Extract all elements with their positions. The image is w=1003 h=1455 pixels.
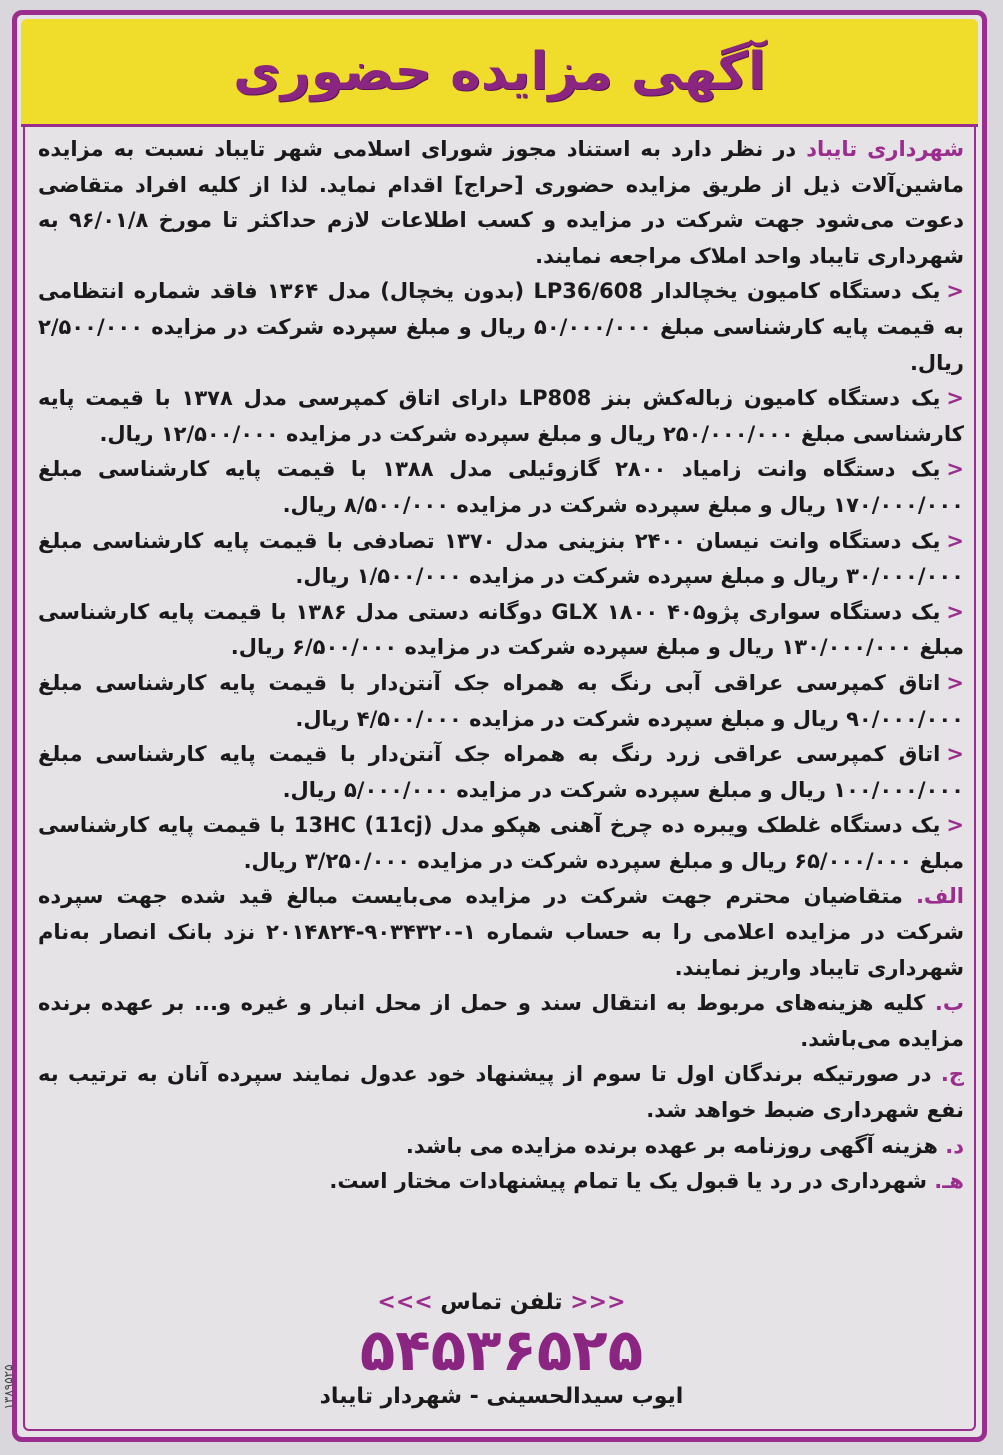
bullet-icon: < bbox=[946, 813, 965, 838]
item-text: یک دستگاه سواری پژو۴۰۵ GLX ۱۸۰۰ دوگانه دستی مدل ۱۳۸۶ با قیمت پایه کارشناسی مبلغ ۱۳۰/۰۰۰/۰۰۰ ریال و مبلغ سپرده شرکت در مزایده ۶/۵۰۰/۰۰۰ ریال. bbox=[38, 599, 964, 660]
condition-text: هزینه آگهی روزنامه بر عهده برنده مزایده می باشد. bbox=[405, 1133, 938, 1158]
condition-item bbox=[38, 1164, 964, 1200]
bullet-icon: < bbox=[946, 670, 964, 695]
condition-mark: ب. bbox=[934, 991, 964, 1016]
phone-number[interactable]: ۵۴۵۳۶۵۲۵ bbox=[359, 1316, 644, 1384]
intro-text: در نظر دارد به استناد مجوز شورای اسلامی شهر تایباد نسبت به مزایده ماشین‌آلات ذیل از طریق مزایده حضوری [حراج] اقدام نماید. لذا از کلیه افراد متقاضی دعوت می‌شود جهت شرکت در مزایده و کسب اطلاعات لازم حداکثر تا مورخ ۹۶/۰۱/۸ به شهرداری تایباد واحد املاک مراجعه نمایند. bbox=[38, 137, 965, 268]
item-text: یک دستگاه کامیون زباله‌کش بنز LP808 دارای اتاق کمپرسی مدل ۱۳۷۸ با قیمت پایه کارشناسی مبلغ ۲۵۰/۰۰۰/۰۰۰ ریال و مبلغ سپرده شرکت در مزایده ۱۲/۵۰۰/۰۰۰ ریال. bbox=[38, 386, 964, 446]
arrows-right-icon: <<< bbox=[570, 1290, 626, 1315]
bullet-icon: < bbox=[946, 279, 964, 304]
condition-item bbox=[38, 1057, 964, 1128]
condition-mark: ج. bbox=[940, 1062, 964, 1087]
contact-label-text: تلفن تماس bbox=[440, 1290, 563, 1315]
condition-text: در صورتیکه برندگان اول تا سوم از پیشنهاد خود عدول نمایند سپرده آنان به ترتیب به نفع شهرداری ضبط خواهد شد. bbox=[38, 1062, 964, 1123]
signature: ایوب سیدالحسینی - شهردار تایباد bbox=[319, 1384, 684, 1409]
condition-text: متقاضیان محترم جهت شرکت در مزایده می‌بایست مبالغ قید شده جهت سپرده شرکت در مزایده اعلامی را به حساب شماره ۱-۹۰۳۴۳۲۰-۲۰۱۴۸۲۴ نزد بانک انصار به‌نام شهرداری تایباد واریز نمایند. bbox=[38, 884, 964, 980]
contact-label bbox=[0, 1290, 1003, 1315]
condition-text: شهرداری در رد یا قبول یک یا تمام پیشنهادات مختار است. bbox=[329, 1169, 927, 1194]
bullet-icon: < bbox=[946, 457, 964, 482]
list-item bbox=[38, 524, 964, 595]
item-text: اتاق کمپرسی عراقی زرد رنگ به همراه جک آنتن‌دار با قیمت پایه کارشناسی مبلغ ۱۰۰/۰۰۰/۰۰۰ ریال و مبلغ سپرده شرکت در مزایده ۵/۰۰۰/۰۰۰ ریال. bbox=[38, 742, 964, 802]
bullet-icon: < bbox=[946, 742, 964, 767]
condition-mark: هـ. bbox=[934, 1169, 964, 1194]
item-text: اتاق کمپرسی عراقی آبی رنگ به همراه جک آنتن‌دار با قیمت پایه کارشناسی مبلغ ۹۰/۰۰۰/۰۰۰ ریال و مبلغ سپرده شرکت در مزایده ۴/۵۰۰/۰۰۰ ریال. bbox=[38, 670, 964, 731]
list-item bbox=[38, 452, 964, 523]
list-item bbox=[38, 381, 964, 452]
page-title: آگهی مزایده حضوری bbox=[233, 41, 766, 102]
list-item bbox=[38, 737, 964, 808]
bullet-icon: < bbox=[946, 599, 965, 624]
list-item bbox=[38, 808, 964, 879]
notice-body bbox=[38, 132, 964, 1200]
list-item bbox=[38, 666, 964, 737]
item-text: یک دستگاه وانت نیسان ۲۴۰۰ بنزینی مدل ۱۳۷۰ تصادفی با قیمت پایه کارشناسی مبلغ ۳۰/۰۰۰/۰۰۰ ریال و مبلغ سپرده شرکت در مزایده ۱/۵۰۰/۰۰۰ ریال. bbox=[38, 528, 964, 589]
side-code: ۱۳۸۹۵۲۵ bbox=[1, 1364, 16, 1410]
list-item bbox=[38, 595, 964, 666]
intro-paragraph bbox=[38, 132, 964, 274]
condition-text: کلیه هزینه‌های مربوط به انتقال سند و حمل از محل انبار و غیره و... بر عهده برنده مزایده می‌باشد. bbox=[38, 991, 964, 1051]
item-text: یک دستگاه وانت زامیاد ۲۸۰۰ گازوئیلی مدل ۱۳۸۸ با قیمت پایه کارشناسی مبلغ ۱۷۰/۰۰۰/۰۰۰ ریال و مبلغ سپرده شرکت در مزایده ۸/۵۰۰/۰۰۰ ریال. bbox=[38, 457, 964, 517]
condition-item bbox=[38, 986, 964, 1057]
condition-item bbox=[38, 879, 964, 986]
condition-mark: الف. bbox=[915, 884, 965, 909]
title-banner bbox=[21, 19, 978, 127]
municipality-name: شهرداری تایباد bbox=[806, 137, 964, 161]
bullet-icon: < bbox=[946, 386, 964, 411]
list-item bbox=[38, 274, 964, 381]
item-text: یک دستگاه غلطک ویبره ده چرخ آهنی هپکو مدل 13HC (11cj) با قیمت پایه کارشناسی مبلغ ۶۵/۰۰۰/۰۰۰ ریال و مبلغ سپرده شرکت در مزایده ۳/۲۵۰/۰۰۰ ریال. bbox=[38, 813, 964, 873]
condition-item bbox=[38, 1129, 964, 1165]
bullet-icon: < bbox=[946, 528, 964, 553]
arrows-left-icon: >>> bbox=[377, 1290, 433, 1315]
item-text: یک دستگاه کامیون یخچالدار LP36/608 (بدون یخچال) مدل ۱۳۶۴ فاقد شماره انتظامی به قیمت پایه کارشناسی مبلغ ۵۰/۰۰۰/۰۰۰ ریال و مبلغ سپرده شرکت در مزایده ۲/۵۰۰/۰۰۰ ریال. bbox=[38, 279, 964, 375]
condition-mark: د. bbox=[945, 1133, 964, 1158]
